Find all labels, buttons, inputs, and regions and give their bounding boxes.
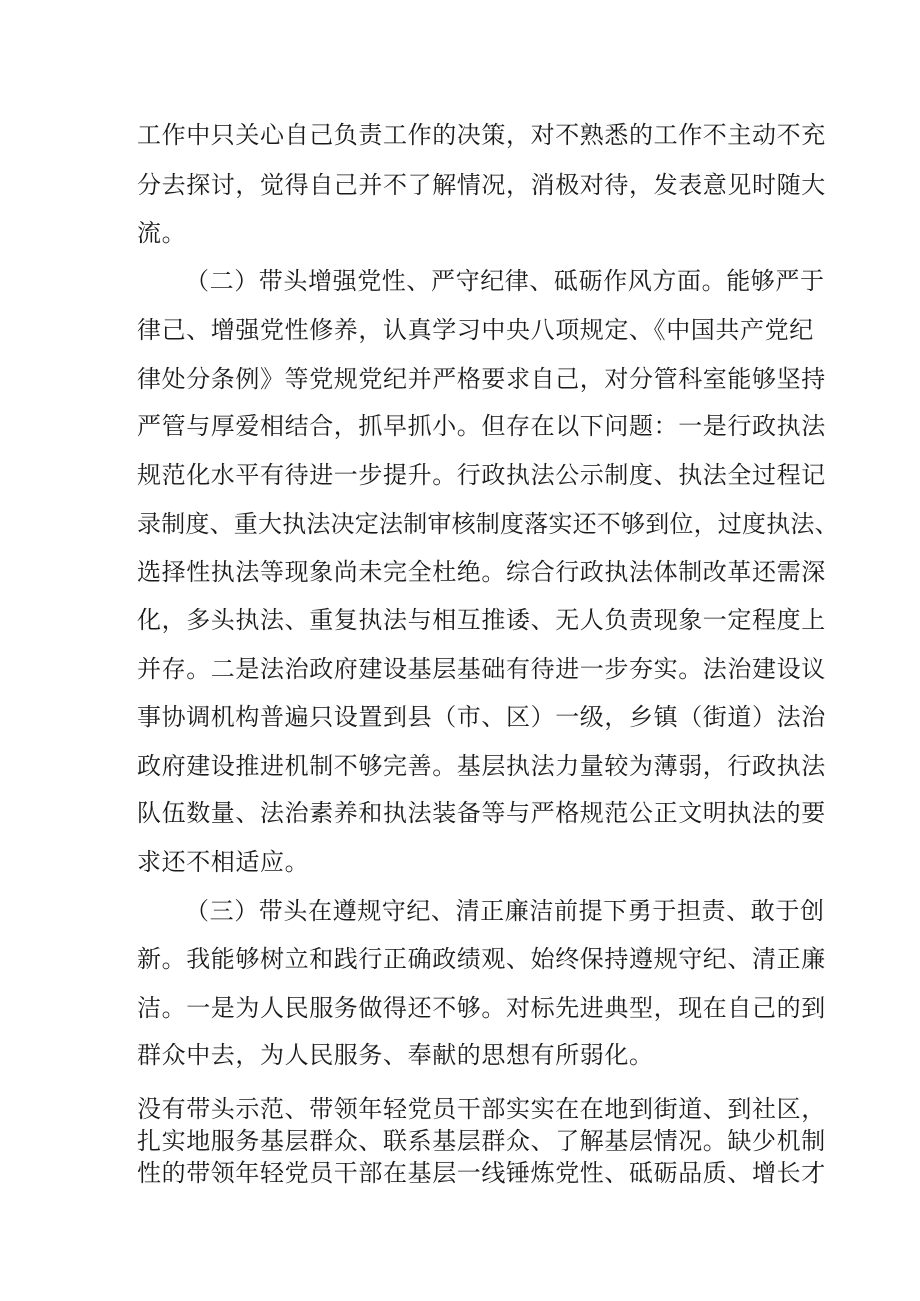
text-line: 流。 [137, 219, 187, 247]
text-line: 录制度、重大执法决定法制审核制度落实还不够到位，过度执法、 [137, 510, 839, 538]
text-line: 洁。一是为人民服务做得还不够。对标先进典型，现在自己的到 [137, 994, 826, 1022]
text-line: 队伍数量、法治素养和执法装备等与严格规范公正文明执法的要 [137, 799, 826, 827]
text-line: 选择性执法等现象尚未完全杜绝。综合行政执法体制改革还需深 [137, 558, 826, 586]
text-line: 群众中去，为人民服务、奉献的思想有所弱化。 [137, 1041, 654, 1069]
text-line: 没有带头示范、带领年轻党员干部实实在在地到街道、到社区， [137, 1095, 826, 1123]
text-line: 律处分条例》等党规党纪并严格要求自己，对分管科室能够坚持 [137, 365, 826, 393]
text-line: 事协调机构普遍只设置到县（市、区）一级，乡镇（街道）法治 [137, 703, 826, 731]
text-line: 求还不相适应。 [137, 848, 310, 876]
text-line: 扎实地服务基层群众、联系基层群众、了解基层情况。缺少机制 [137, 1127, 826, 1155]
text-line: 分去探讨，觉得自己并不了解情况，消极对待，发表意见时随大 [137, 171, 826, 199]
text-line: 规范化水平有待进一步提升。行政执法公示制度、执法全过程记 [137, 461, 826, 489]
text-line: 性的带领年轻党员干部在基层一线锤炼党性、砥砺品质、增长才 [137, 1159, 826, 1187]
text-line: 化，多头执法、重复执法与相互推诿、无人负责现象一定程度上 [137, 606, 826, 634]
text-line: 政府建设推进机制不够完善。基层执法力量较为薄弱，行政执法 [137, 752, 826, 780]
text-line: 新。我能够树立和践行正确政绩观、始终保持遵规守纪、清正廉 [137, 945, 826, 973]
text-line: 并存。二是法治政府建设基层基础有待进一步夯实。法治建设议 [137, 655, 826, 683]
section-heading-3: （三）带头在遵规守纪、清正廉洁前提下勇于担责、敢于创 [185, 897, 825, 925]
section-heading-2: （二）带头增强党性、严守纪律、砥砺作风方面。能够严于 [185, 267, 825, 295]
text-line: 工作中只关心自己负责工作的决策，对不熟悉的工作不主动不充 [137, 121, 826, 149]
text-line: 律己、增强党性修养，认真学习中央八项规定、《中国共产党纪 [137, 316, 814, 344]
text-line: 严管与厚爱相结合，抓早抓小。但存在以下问题：一是行政执法 [137, 412, 826, 440]
